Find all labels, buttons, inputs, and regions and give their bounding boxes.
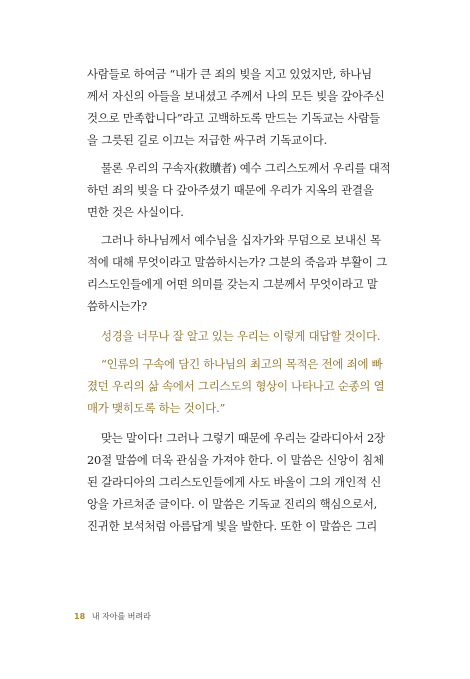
p1-line-4: 을 그릇된 길로 이끄는 저급한 싸구려 기독교이다. bbox=[87, 133, 328, 147]
quote-intro: 성경을 너무나 잘 알고 있는 우리는 이렇게 대답할 것이다. bbox=[101, 329, 381, 343]
p4-line-2: 20절 말씀에 더욱 관심을 가져야 한다. 이 말씀은 신앙이 침체 bbox=[87, 453, 384, 467]
p4-line-1: 맞는 말이다! 그러나 그렇기 때문에 우리는 갈라디아서 2장 bbox=[101, 431, 385, 445]
p2-line-1: 물론 우리의 구속자(救贖者) 예수 그리스도께서 우리를 대적 bbox=[101, 161, 391, 175]
p2-line-2: 하던 죄의 빚을 다 갚아주셨기 때문에 우리가 지옥의 관결을 bbox=[87, 183, 374, 197]
book-title: 내 자아를 버려라 bbox=[91, 612, 151, 621]
p3-line-4: 씀하시는가? bbox=[87, 299, 147, 313]
p3-line-3: 리스도인들에게 어떤 의미를 갖는지 그분께서 무엇이라고 말 bbox=[87, 277, 378, 291]
p3-line-2: 적에 대해 무엇이라고 말씀하시는가? 그분의 죽음과 부활이 그 bbox=[87, 255, 387, 269]
quote-line-1: “인류의 구속에 담긴 하나님의 최고의 목적은 전에 죄에 빠 bbox=[101, 357, 383, 371]
p1-line-1: 사람들로 하여금 “내가 큰 죄의 빚을 지고 있었지만, 하나님 bbox=[87, 67, 372, 81]
p2-line-3: 면한 것은 사실이다. bbox=[87, 205, 184, 219]
p4-line-3: 된 갈라디아의 그리스도인들에게 사도 바울이 그의 개인적 신 bbox=[87, 475, 382, 489]
p1-line-3: 것으로 만족합니다”라고 고백하도록 만드는 기독교는 사람들 bbox=[87, 111, 380, 125]
quote-line-3: 매가 맺히도록 하는 것이다.” bbox=[87, 401, 226, 415]
quote-line-2: 졌던 우리의 삶 속에서 그리스도의 형상이 나타나고 순종의 열 bbox=[87, 379, 385, 393]
page-number: 18 bbox=[74, 612, 86, 621]
p1-line-2: 께서 자신의 아들을 보내셨고 주께서 나의 모든 빚을 갚아주신 bbox=[87, 89, 385, 103]
p3-line-1: 그러나 하나님께서 예수님을 십자가와 무덤으로 보내신 목 bbox=[101, 233, 381, 247]
page-footer bbox=[74, 611, 151, 622]
p4-line-5: 진귀한 보석처럼 아름답게 빛을 발한다. 또한 이 말씀은 그리 bbox=[87, 519, 378, 533]
p4-line-4: 앙을 가르쳐준 글이다. 이 말씀은 기독교 진리의 핵심으로서, bbox=[87, 497, 378, 511]
